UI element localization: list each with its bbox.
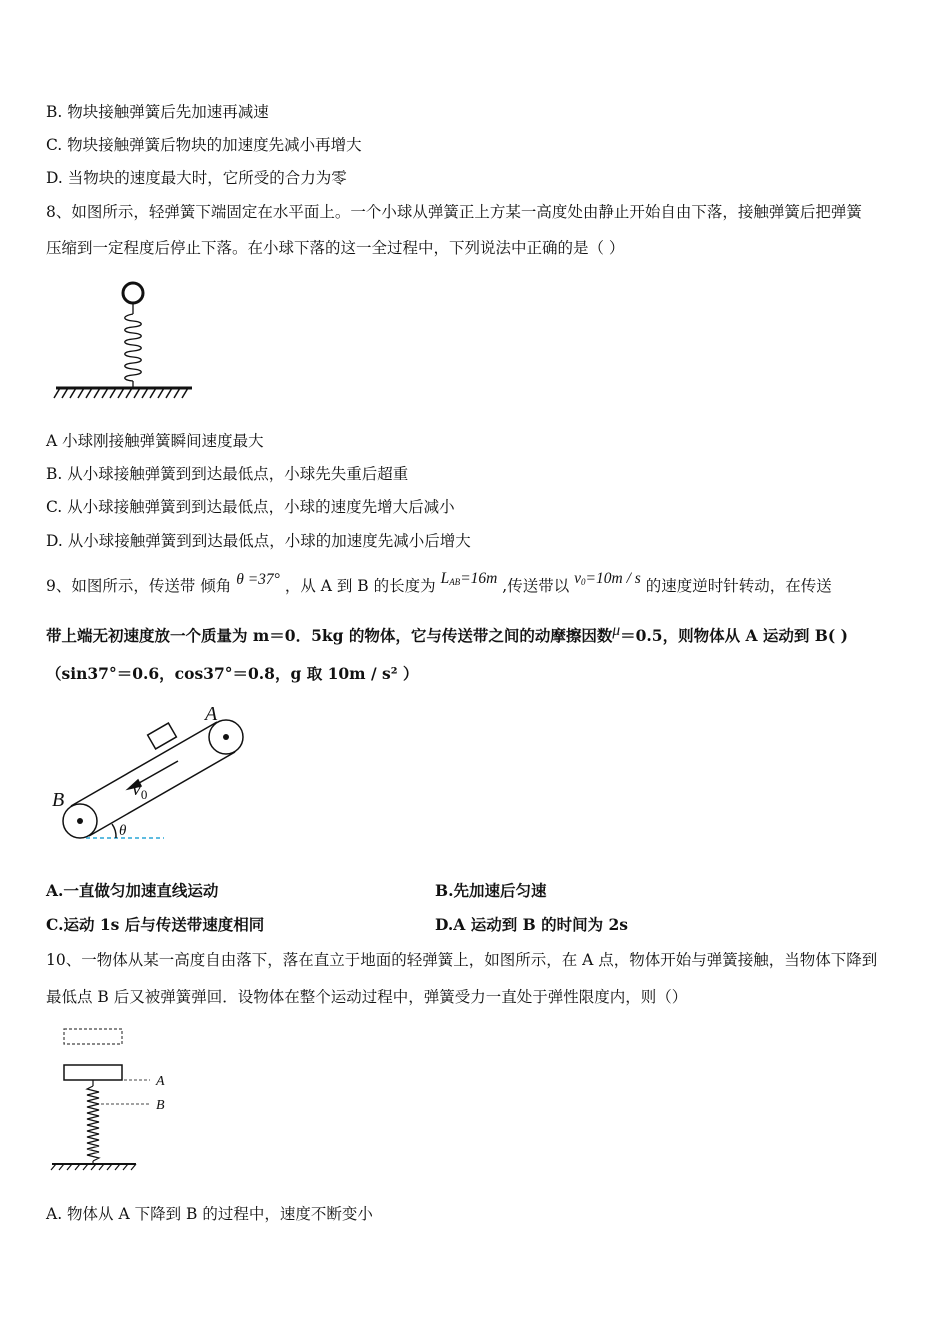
ground-icon	[51, 1164, 136, 1170]
q9-option-b: B.先加速后匀速	[435, 881, 547, 900]
label-a: A	[205, 703, 218, 725]
q9-stem-part2: ，从 A 到 B 的长度为	[284, 577, 436, 595]
q10-stem-line1: 10、一物体从某一高度自由落下，落在直立于地面的轻弹簧上，如图所示，在 A 点，物体开始与弹簧接触，当物体下降到	[46, 951, 878, 969]
q9-stem-part4: 的速度逆时针转动，在传送	[645, 577, 832, 595]
q8-option-b: B. 从小球接触弹簧到到达最低点，小球先失重后超重	[46, 465, 409, 483]
q9-theta-expr: θ =37°	[236, 571, 280, 588]
conveyor-belt-figure	[46, 700, 256, 845]
ball-icon	[123, 283, 143, 303]
label-v0: $v_0$	[132, 778, 148, 802]
q9-mu-symbol: μ	[612, 622, 621, 639]
block-icon	[148, 723, 177, 749]
q9-stem-line2: 带上端无初速度放一个质量为 m＝0．5kg 的物体，它与传送带之间的动摩擦因数μ＝0.5，则物体从 A 运动到 B( )	[46, 622, 848, 645]
q9-stem-part1: 9、如图所示，传送带 倾角	[46, 577, 232, 595]
q9-length-expr: $L_{AB}=16m$	[440, 570, 498, 587]
label-theta: θ	[119, 823, 127, 839]
q8-option-c: C. 从小球接触弹簧到到达最低点，小球的速度先增大后减小	[46, 498, 455, 516]
q8-stem-line2: 压缩到一定程度后停止下落。在小球下落的这一全过程中，下列说法中正确的是（ ）	[46, 239, 625, 257]
q9-option-a: A.一直做匀加速直线运动	[46, 881, 219, 900]
spring-icon	[125, 304, 142, 388]
q10-stem-line2: 最低点 B 后又被弹簧弹回．设物体在整个运动过程中，弹簧受力一直处于弹性限度内，则（）	[46, 988, 688, 1006]
q8-option-a: A 小球刚接触弹簧瞬间速度最大	[46, 432, 264, 450]
q7-option-b: B. 物块接触弹簧后先加速再减速	[46, 103, 269, 121]
q9-option-c: C.运动 1s 后与传送带速度相同	[46, 915, 265, 934]
label-b: B	[156, 1098, 165, 1113]
q9-option-d: D.A 运动到 B 的时间为 2s	[435, 915, 629, 934]
q7-option-d: D. 当物块的速度最大时，它所受的合力为零	[46, 169, 347, 187]
spring-icon	[87, 1080, 99, 1164]
ball-spring-figure	[50, 280, 200, 405]
ground-icon	[54, 388, 192, 398]
block-icon	[64, 1065, 122, 1080]
angle-arc	[112, 824, 116, 838]
label-a: A	[156, 1074, 165, 1089]
label-b: B	[52, 789, 65, 811]
q7-option-c: C. 物块接触弹簧后物块的加速度先减小再增大	[46, 136, 362, 154]
q9-stem-line1	[46, 570, 832, 600]
q9-stem-line3: （sin37°＝0.6，cos37°＝0.8，g 取 10m / s² ）	[46, 664, 419, 683]
q10-option-a: A. 物体从 A 下降到 B 的过程中，速度不断变小	[46, 1205, 373, 1223]
q8-option-d: D. 从小球接触弹簧到到达最低点，小球的加速度先减小后增大	[46, 532, 471, 550]
q9-velocity-expr: $v_0=10m / s$	[574, 570, 641, 587]
spring-block-figure	[46, 1022, 186, 1174]
q9-stem-part3: ,传送带以	[502, 577, 570, 595]
initial-block-dashed	[64, 1029, 122, 1044]
q8-stem-line1: 8、如图所示，轻弹簧下端固定在水平面上。一个小球从弹簧正上方某一高度处由静止开始自由下落，接触弹簧后把弹簧	[46, 203, 862, 221]
